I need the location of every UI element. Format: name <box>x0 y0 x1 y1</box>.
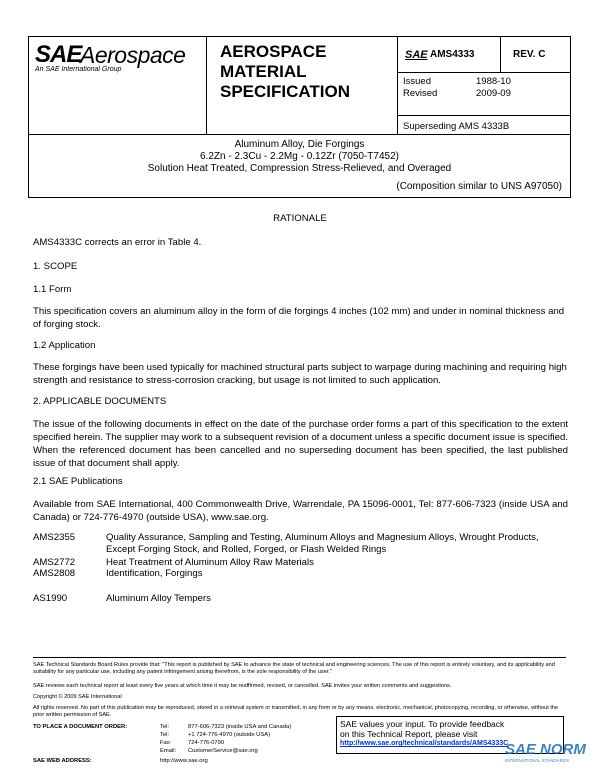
feedback-line: on this Technical Report, please visit <box>340 729 478 739</box>
section-form: 1.1 Form <box>33 284 72 295</box>
application-text: These forgings have been used typically for machined structural parts subject to warpage during machining and requiring high strength and resistance to stress-corrosion cracking, but usage is not limited to such application. <box>33 362 567 386</box>
ref-code: AMS2808 <box>33 568 76 579</box>
title-line: Solution Heat Treated, Compression Stress-Relieved, and Overaged <box>147 163 452 174</box>
fax-value: 724-776-0790 <box>188 740 225 746</box>
ref-text: Identification, Forgings <box>106 568 203 579</box>
rationale-text: AMS4333C corrects an error in Table 4. <box>33 237 202 248</box>
ref-code: AMS2772 <box>33 557 76 568</box>
superseding-note: Superseding AMS 4333B <box>403 121 510 132</box>
tel2-label: Tel: <box>160 732 170 738</box>
web-label: SAE WEB ADDRESS: <box>33 758 92 764</box>
footer-copyright: Copyright © 2009 SAE International <box>33 694 122 700</box>
spec-type-title: AEROSPACE MATERIAL SPECIFICATION <box>220 42 351 101</box>
footer-divider <box>33 657 566 658</box>
material-title-box <box>28 135 571 198</box>
composition-note: (Composition similar to UNS A97050) <box>396 181 562 192</box>
watermark-logo: SAE NORM <box>505 741 586 758</box>
issued-label: Issued <box>403 76 431 87</box>
revised-date: 2009-09 <box>476 88 511 99</box>
tel-value: 877-606-7323 (inside USA and Canada) <box>188 724 292 730</box>
ref-code: AS1990 <box>33 593 68 604</box>
rationale-heading: RATIONALE <box>273 213 327 224</box>
doc-sae-mark: SAE <box>405 49 428 61</box>
feedback-link[interactable]: http://www.sae.org/technical/standards/AMS4333C <box>340 740 509 747</box>
section-sae-publications: 2.1 SAE Publications <box>33 476 123 487</box>
footer-rules-text: SAE Technical Standards Board Rules provide that: "This report is published by SAE to advance the state of technical and engineering sciences. The use of this report is entirely voluntary, and its applicability and suitability for any particular use, including any patent infringement arising therefrom, is the sole responsibility of the user." <box>33 662 555 675</box>
revision-label: REV. C <box>513 49 546 60</box>
header-box <box>28 36 571 135</box>
watermark-subtitle: INTERNATIONAL STANDARDS <box>505 758 570 763</box>
feedback-line: SAE values your input. To provide feedback <box>340 719 505 729</box>
sae-logo: SAE <box>35 41 82 68</box>
ref-text: Aluminum Alloy Tempers <box>106 593 211 604</box>
section-applicable-documents: 2. APPLICABLE DOCUMENTS <box>33 396 167 407</box>
section-scope: 1. SCOPE <box>33 261 78 272</box>
email-label: Email: <box>160 748 177 754</box>
document-number: AMS4333 <box>430 49 475 60</box>
issued-date: 1988-10 <box>476 76 511 87</box>
title-line: 6.2Zn - 2.3Cu - 2.2Mg - 0.12Zr (7050-T7452) <box>200 151 399 162</box>
footer-rights-text: All rights reserved. No part of this publication may be reproduced, stored in a retrieval system or transmitted, in any form or by any means, electronic, mechanical, photocopying, recording, or otherwise, without the prior written permission of SAE. <box>33 705 559 718</box>
order-label: TO PLACE A DOCUMENT ORDER: <box>33 724 128 730</box>
revised-label: Revised <box>403 88 438 99</box>
email-link[interactable]: CustomerService@sae.org <box>188 748 258 754</box>
ref-text: Quality Assurance, Sampling and Testing, Aluminum Alloys and Magnesium Alloys, Wrought Products, Except Forging Stock, and Rolled, Forged, or Flash Welded Rings <box>106 532 539 555</box>
web-link[interactable]: http://www.sae.org <box>160 758 208 764</box>
form-text: This specification covers an aluminum alloy in the form of die forgings 4 inches (102 mm) and under in nominal thickness and of forging stock. <box>33 306 565 330</box>
applicable-documents-text: The issue of the following documents in effect on the date of the purchase order forms a part of this specification to the extent specified herein. The supplier may work to a subsequent revision of a document unless a specific document issue is specified. When the referenced document has been cancelled and no superseding document has been specified, the last published issue of that document shall apply. <box>33 419 568 469</box>
section-application: 1.2 Application <box>33 340 96 351</box>
aerospace-logo-text: Aerospace <box>80 42 186 68</box>
footer-review-text: SAE reviews each technical report at least every five years at which time it may be reaffirmed, revised, or cancelled. SAE invites your written comments and suggestions. <box>33 683 452 689</box>
fax-label: Fax: <box>160 740 172 746</box>
ref-code: AMS2355 <box>33 532 76 543</box>
tel-label: Tel: <box>160 724 170 730</box>
ref-text: Heat Treatment of Aluminum Alloy Raw Materials <box>106 557 314 568</box>
tel2-value: +1 724-776-4970 (outside USA) <box>188 732 271 738</box>
sae-publications-text: Available from SAE International, 400 Commonwealth Drive, Warrendale, PA 15096-0001, Tel: 877-606-7323 (inside USA and Canada) or 724-776-4970 (outside USA), www.sae.org. <box>33 499 568 523</box>
title-line: Aluminum Alloy, Die Forgings <box>234 139 365 150</box>
logo-subtitle: An SAE International Group <box>35 66 122 73</box>
